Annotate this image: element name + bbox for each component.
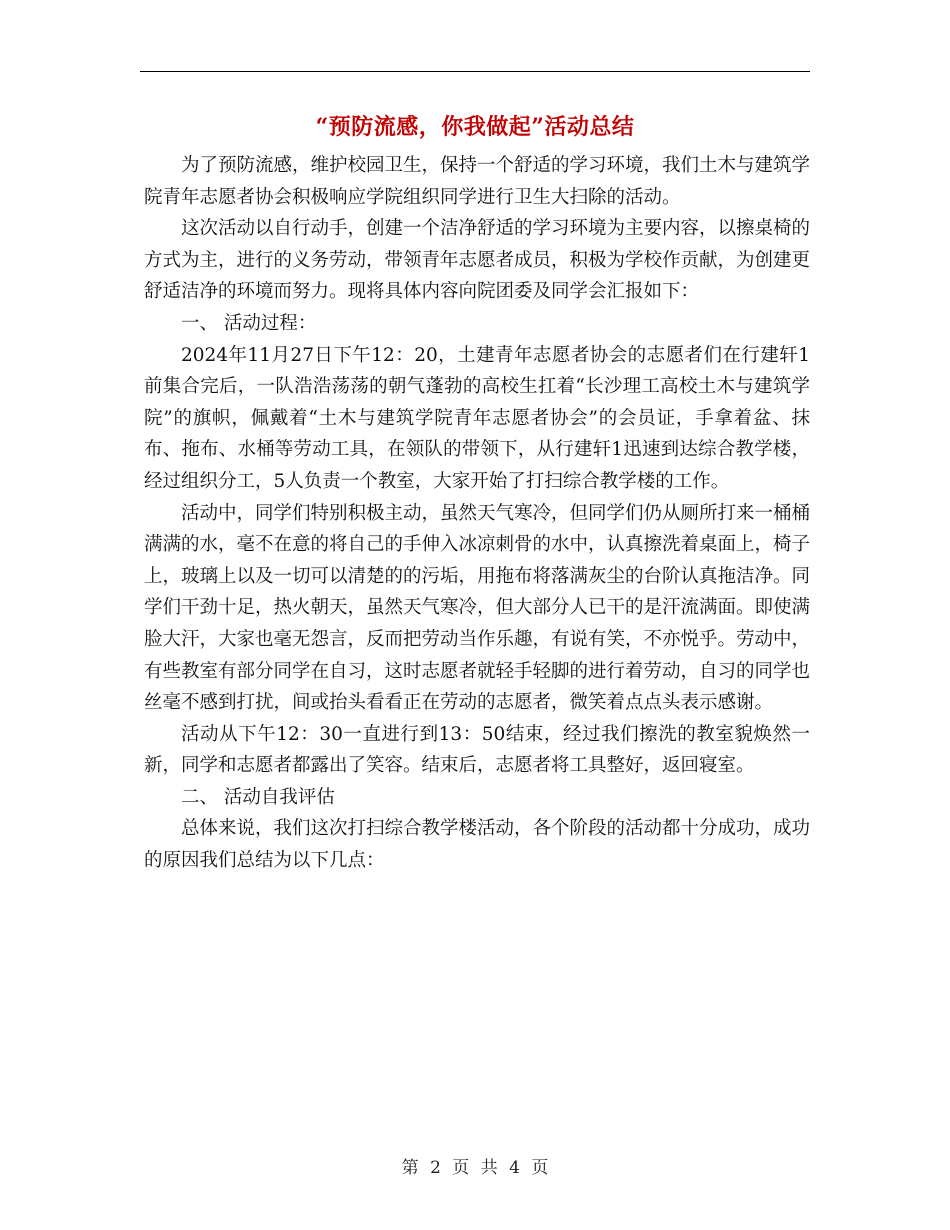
- page-number: 第 2 页 共 4 页: [401, 1158, 549, 1178]
- section-heading-process: 一、 活动过程：: [181, 312, 317, 334]
- section-heading-evaluation: 二、 活动自我评估: [181, 786, 335, 808]
- paragraph-evaluation: 总体来说，我们这次打扫综合教学楼活动，各个阶段的活动都十分成功，成功的原因我们总结为以下几点：: [144, 818, 811, 872]
- paragraph-process-detail: 活动中，同学们特别积极主动，虽然天气寒冷，但同学们仍从厕所打来一桶桶满满的水，毫不在意的将自己的手伸入冰凉刺骨的水中，认真擦洗着桌面上，椅子上，玻璃上以及一切可以清楚的的污垢，用拖布将落满灰尘的台阶认真拖洁净。同学们干劲十足，热火朝天，虽然天气寒冷，但大部分人已干的是汗流满面。即使满脸大汗，大家也毫无怨言，反而把劳动当作乐趣，有说有笑，不亦悦乎。劳动中，有些教室有部分同学在自习，这时志愿者就轻手轻脚的进行着劳动，自习的同学也丝毫不感到打扰，间或抬头看看正在劳动的志愿者，微笑着点点头表示感谢。: [144, 502, 811, 714]
- document-body: [144, 150, 810, 877]
- header-rule: [140, 71, 810, 72]
- paragraph-process-end: 活动从下午12：30一直进行到13：50结束，经过我们擦洗的教室貌焕然一新，同学和志愿者都露出了笑容。结束后，志愿者将工具整好，返回寝室。: [144, 723, 810, 777]
- paragraph-activity-summary: 这次活动以自行动手，创建一个洁净舒适的学习环境为主要内容，以擦桌椅的方式为主，进行的义务劳动，带领青年志愿者成员，积极为学校作贡献，为创建更舒适洁净的环境而努力。现将具体内容向院团委及同学会汇报如下：: [144, 218, 811, 303]
- paragraph-intro: 为了预防流感，维护校园卫生，保持一个舒适的学习环境，我们土木与建筑学院青年志愿者协会积极响应学院组织同学进行卫生大扫除的活动。: [144, 155, 811, 208]
- paragraph-process-start: 2024年11月27日下午12：20，土建青年志愿者协会的志愿者们在行建轩1前集合完后，一队浩浩荡荡的朝气蓬勃的高校生扛着“长沙理工高校土木与建筑学院”的旗帜，佩戴着“土木与建筑学院青年志愿者协会”的会员证，手拿着盆、抹布、拖布、水桶等劳动工具，在领队的带领下，从行建轩1迅速到达综合教学楼，经过组织分工，5人负责一个教室，大家开始了打扫综合教学楼的工作。: [144, 344, 810, 492]
- document-title: “预防流感，你我做起”活动总结: [315, 114, 635, 140]
